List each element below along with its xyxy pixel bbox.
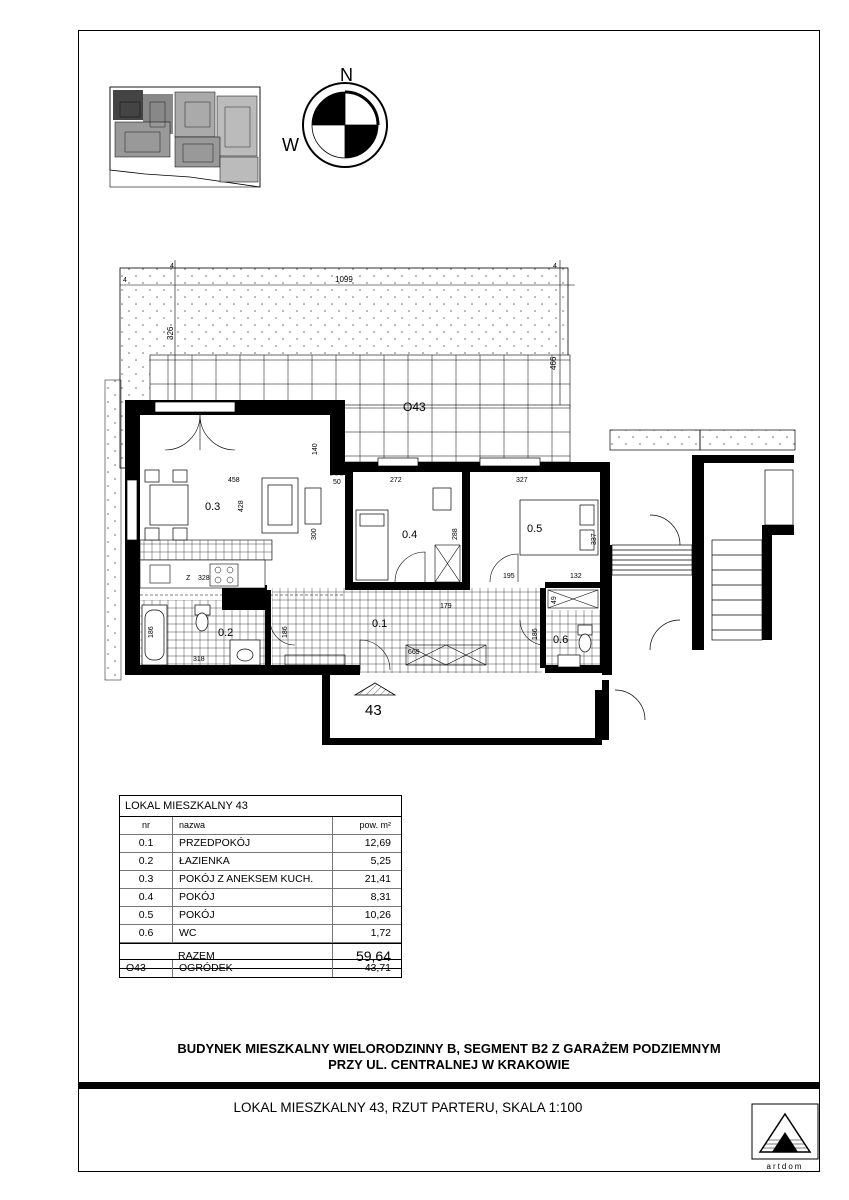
room-label-0-3: 0.3 — [205, 501, 221, 513]
dim-edge: 4 — [553, 263, 557, 270]
dim-label: 50 — [333, 479, 341, 486]
dim-label: 186 — [148, 626, 155, 638]
cell-nr: O43 — [120, 960, 173, 977]
dim-label: 49 — [551, 596, 558, 604]
dim-label: 179 — [440, 603, 452, 610]
cell-area: 21,41 — [364, 873, 391, 885]
dining-table — [150, 485, 188, 525]
entrance-number: 43 — [365, 702, 382, 719]
table-title: LOKAL MIESZKALNY 43 — [120, 796, 401, 817]
cell-name: POKÓJ — [173, 907, 333, 924]
dim-label: 428 — [238, 500, 245, 512]
cell-nr: 0.6 — [120, 925, 173, 942]
building-title-line1: BUDYNEK MIESZKALNY WIELORODZINNY B, SEGMENT B2 Z GARAŻEM PODZIEMNYM — [177, 1041, 721, 1056]
divider-bar — [78, 1082, 820, 1089]
cell-area: 10,26 — [364, 909, 391, 921]
table-row — [120, 925, 401, 943]
cell-name: OGRÓDEK — [173, 960, 333, 977]
area-table — [119, 795, 402, 969]
cell-area: 12,69 — [364, 837, 391, 849]
cell-area: 1,72 — [370, 927, 391, 939]
col-nr-header: nr — [120, 817, 173, 834]
cell-nr: 0.5 — [120, 907, 173, 924]
cell-name: ŁAZIENKA — [173, 853, 333, 870]
entrance-arrow — [355, 683, 395, 695]
room-label-0-1: 0.1 — [372, 618, 388, 630]
table-row — [120, 907, 401, 925]
cell-area: 8,31 — [370, 891, 391, 903]
cell-area: 5,25 — [370, 855, 391, 867]
dim-label: 300 — [311, 528, 318, 540]
drawing-caption: LOKAL MIESZKALNY 43, RZUT PARTERU, SKALA 1:100 — [233, 1100, 583, 1115]
room-label-0-2: 0.2 — [218, 627, 234, 639]
dim-garden-depth-left: 326 — [166, 326, 175, 340]
logo-text: artdom — [766, 1162, 804, 1171]
total-area: 59,64 — [355, 948, 391, 964]
room-label-0-4: 0.4 — [402, 529, 418, 541]
dim-edge: 4 — [170, 263, 174, 270]
cell-nr: 0.3 — [120, 871, 173, 888]
table-row — [120, 871, 401, 889]
dim-label: 669 — [408, 649, 420, 656]
dim-label: 132 — [570, 573, 582, 580]
cell-nr: 0.2 — [120, 853, 173, 870]
dim-edge: 4 — [123, 277, 127, 284]
dim-label: 337 — [591, 533, 598, 545]
building-title-line2: PRZY UL. CENTRALNEJ W KRAKOWIE — [328, 1057, 570, 1072]
garden-area-row — [119, 959, 402, 978]
col-name-header: nazwa — [173, 817, 333, 834]
dim-label: 186 — [532, 628, 539, 640]
room-label-0-5: 0.5 — [527, 523, 543, 535]
floor-plan — [100, 255, 800, 755]
garden-label: O43 — [403, 400, 426, 414]
total-label: RAZEM — [172, 944, 333, 968]
table-row — [120, 853, 401, 871]
cell-nr: 0.4 — [120, 889, 173, 906]
table-header-row — [120, 817, 401, 835]
appliance-label: Z — [186, 575, 191, 582]
dim-garden-width: 1099 — [335, 275, 353, 284]
cell-name: POKÓJ Z ANEKSEM KUCH. — [173, 871, 333, 888]
terrace-tiles — [150, 355, 570, 407]
cell-name: WC — [173, 925, 333, 942]
cell-name: POKÓJ — [173, 889, 333, 906]
cell-name: PRZEDPOKÓJ — [173, 835, 333, 852]
room-label-0-6: 0.6 — [553, 634, 569, 646]
dim-label: 327 — [516, 477, 528, 484]
key-plan-thumbnail — [105, 82, 265, 192]
table-row — [120, 835, 401, 853]
cell-area: 43,71 — [364, 962, 391, 974]
col-area-header: pow. m² — [359, 820, 391, 830]
artdom-logo — [750, 1102, 820, 1172]
cell-nr: 0.1 — [120, 835, 173, 852]
dim-label: 318 — [193, 656, 205, 663]
dim-label: 140 — [312, 443, 319, 455]
dim-label: 458 — [228, 477, 240, 484]
dim-label: 195 — [503, 573, 515, 580]
north-compass — [280, 65, 410, 185]
dim-label: 186 — [282, 626, 289, 638]
table-row — [120, 889, 401, 907]
dim-label: 328 — [198, 575, 210, 582]
dim-label: 288 — [452, 528, 459, 540]
kitchen-counter — [140, 540, 272, 560]
compass-west-label: W — [282, 135, 299, 155]
compass-north-label: N — [340, 65, 353, 85]
dim-label: 272 — [390, 477, 402, 484]
dim-garden-depth-right: 466 — [549, 356, 558, 370]
